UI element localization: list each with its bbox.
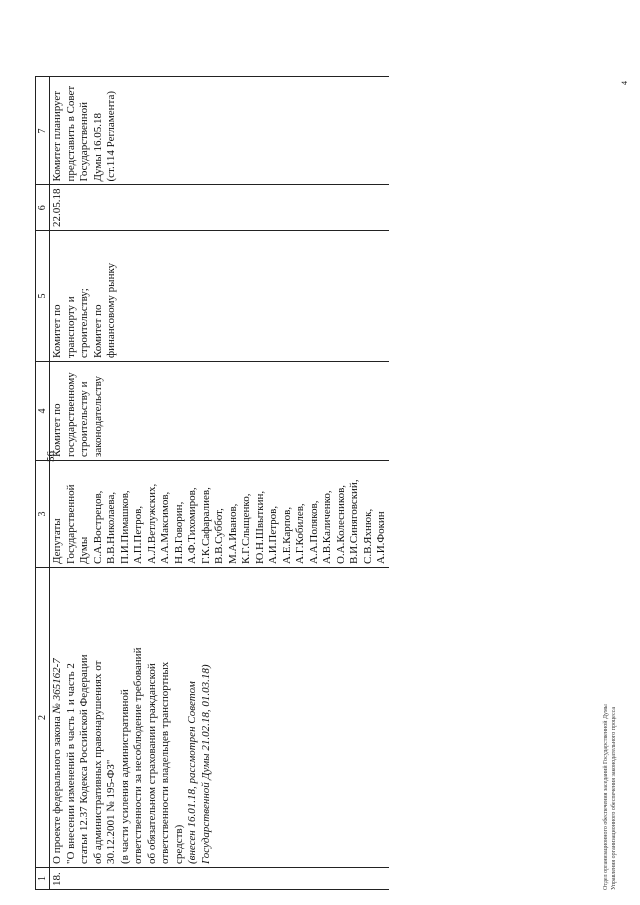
- initiator-line: Депутаты: [51, 518, 63, 564]
- description-line: об административных правонарушениях от: [91, 660, 104, 864]
- initiator-line: В.В.Николаева,: [105, 491, 117, 564]
- description-line: средств): [172, 824, 185, 864]
- co-committees-cell: [50, 231, 389, 362]
- initiator-line: О.А.Колесников,: [334, 484, 347, 564]
- description-line: 30.12.2001 № 195-ФЗ": [105, 759, 117, 864]
- initiator-line: А.Ф.Тихомиров,: [186, 487, 198, 564]
- committee-line: транспорту и: [64, 296, 77, 358]
- initiator-line: В.И.Синяговский,: [348, 479, 360, 564]
- note-line: Государственной: [78, 101, 90, 182]
- description-line: ответственности владельцев транспортных: [159, 661, 171, 864]
- footer: [602, 704, 618, 890]
- note-line: Комитет планирует: [51, 90, 63, 182]
- initiator-line: П.И.Пимашков,: [118, 490, 131, 564]
- submission-note: Государственной Думы 21.02.18, 01.03.18): [199, 664, 212, 864]
- committee-line: законодательству: [91, 376, 104, 457]
- responsible-committee-cell: [50, 362, 389, 461]
- initiator-line: С.В.Яхнюк,: [361, 508, 374, 564]
- column-header: 2: [36, 568, 50, 868]
- note-line: (ст.114 Регламента): [105, 90, 117, 182]
- committee-line: строительству;: [78, 288, 90, 358]
- initiator-line: А.Л.Ветлужских,: [145, 483, 158, 564]
- initiator-line: Ю.Н.Швыткин,: [253, 490, 266, 564]
- committee-line: финансовому рынку: [105, 262, 117, 358]
- description-line: об обязательном страховании гражданской: [145, 663, 158, 864]
- initiator-line: А.Г.Кобилев,: [294, 503, 306, 564]
- column-header: 1: [36, 868, 50, 890]
- committee-line: Комитет по: [91, 304, 104, 358]
- corner-mark: 4: [620, 81, 629, 85]
- column-number-row: [36, 77, 50, 890]
- committee-line: государственному: [64, 372, 77, 457]
- note-line: Думы 16.05.18: [91, 113, 104, 182]
- initiator-line: В.В.Суббот,: [213, 508, 225, 564]
- initiator-line: А.В.Каличенко,: [321, 490, 333, 564]
- footer-line: Отдел организационного обеспечения заседаний Государственной Думы: [603, 704, 609, 890]
- description-line: (в части усиления административной: [118, 689, 131, 864]
- description-text: О проекте федерального закона: [51, 713, 63, 864]
- bill-number: № 365162-7: [51, 658, 63, 714]
- submission-note: (внесен 16.01.18, рассмотрен Советом: [186, 681, 198, 864]
- description-line: статьи 12.37 Кодекса Российской Федерации: [78, 654, 90, 864]
- row-number: 18.: [50, 868, 389, 890]
- initiator-line: А.И.Петров,: [267, 505, 279, 564]
- initiator-line: М.А.Иванов,: [226, 503, 239, 564]
- initiator-line: А.П.Петров,: [132, 505, 144, 564]
- committee-line: строительству и: [78, 381, 90, 457]
- initiator-line: А.А.Поляков,: [307, 500, 320, 564]
- initiator-line: Н.В.Говорин,: [172, 501, 185, 564]
- committee-line: Комитет по: [51, 304, 63, 358]
- column-header: 7: [36, 77, 50, 185]
- column-header: 4: [36, 362, 50, 461]
- table-row: [50, 77, 389, 890]
- note-line: представить в Совет: [64, 85, 77, 182]
- description-line: "О внесении изменений в часть 1 и часть 2: [64, 663, 77, 864]
- date-cell: 22.05.18: [50, 185, 389, 231]
- bills-table: [35, 77, 389, 891]
- footer-line: Управления организационного обеспечения законодательного процесса: [611, 706, 617, 890]
- description-line: ответственности за несоблюдение требований: [132, 647, 144, 864]
- initiator-line: Государственной: [64, 484, 77, 564]
- column-header: 6: [36, 185, 50, 231]
- initiator-line: Г.К.Сафаралиев,: [199, 487, 212, 564]
- committee-line: Комитет по: [51, 403, 63, 457]
- initiator-line: Думы: [78, 536, 90, 564]
- initiator-line: А.И.Фокин: [375, 511, 387, 564]
- column-header: 3: [36, 461, 50, 568]
- initiator-line: А.Е.Карпов,: [280, 506, 293, 564]
- initiator-line: А.А.Максимов,: [159, 491, 171, 564]
- column-header: 5: [36, 231, 50, 362]
- initiators-cell: [50, 461, 389, 568]
- bill-description: [50, 568, 389, 868]
- initiator-line: С.А.Вострецов,: [91, 490, 104, 564]
- page-number: 56: [45, 451, 57, 462]
- initiator-line: К.Г.Слыщенко,: [240, 493, 252, 564]
- note-cell: [50, 77, 389, 185]
